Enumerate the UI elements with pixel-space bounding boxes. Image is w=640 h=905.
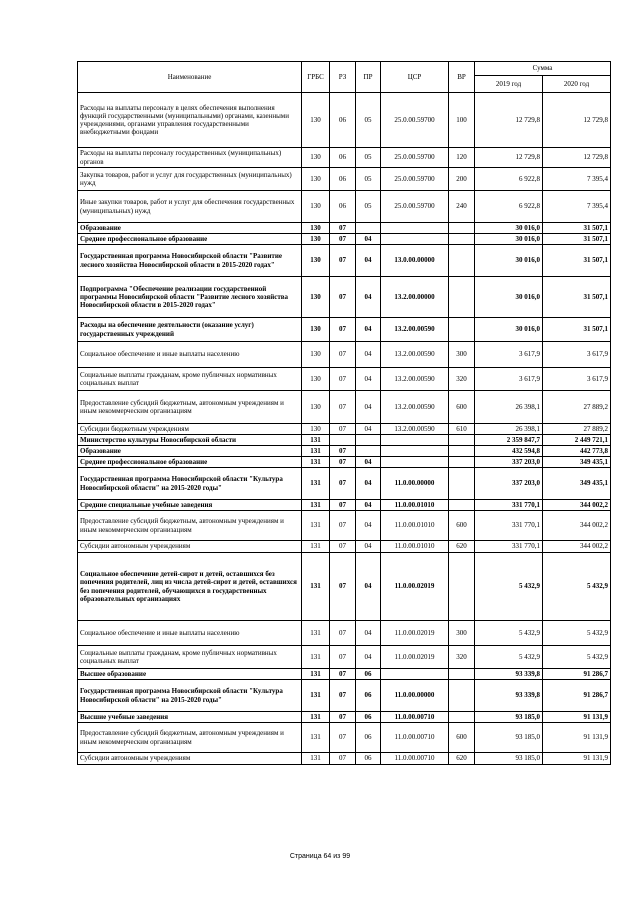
row-csr: 11.0.00.00710 bbox=[381, 753, 449, 765]
row-sum-2020: 5 432,9 bbox=[543, 621, 611, 646]
row-sum-2020: 91 131,9 bbox=[543, 753, 611, 765]
row-grbs: 131 bbox=[302, 680, 330, 712]
table-row bbox=[78, 457, 611, 468]
row-sum-2020: 31 507,1 bbox=[543, 245, 611, 277]
row-pr: 06 bbox=[356, 680, 381, 712]
row-pr: 05 bbox=[356, 148, 381, 168]
row-csr: 11.0.00.01010 bbox=[381, 511, 449, 541]
row-sum-2019: 30 016,0 bbox=[475, 277, 543, 318]
row-sum-2019: 5 432,9 bbox=[475, 621, 543, 646]
table-row bbox=[78, 435, 611, 446]
row-pr: 04 bbox=[356, 234, 381, 245]
table-row bbox=[78, 191, 611, 223]
row-csr bbox=[381, 234, 449, 245]
row-vr bbox=[449, 500, 475, 511]
row-sum-2020: 12 729,8 bbox=[543, 148, 611, 168]
row-sum-2019: 26 398,1 bbox=[475, 391, 543, 424]
row-rz: 07 bbox=[330, 712, 356, 723]
row-csr: 11.0.00.02019 bbox=[381, 553, 449, 621]
row-vr: 100 bbox=[449, 93, 475, 148]
row-rz: 07 bbox=[330, 553, 356, 621]
table-row bbox=[78, 234, 611, 245]
row-vr: 620 bbox=[449, 753, 475, 765]
row-rz: 07 bbox=[330, 621, 356, 646]
row-sum-2019: 432 594,8 bbox=[475, 446, 543, 457]
row-rz: 07 bbox=[330, 753, 356, 765]
table-row bbox=[78, 148, 611, 168]
row-grbs: 130 bbox=[302, 234, 330, 245]
table-row bbox=[78, 680, 611, 712]
row-pr: 04 bbox=[356, 424, 381, 435]
row-vr bbox=[449, 680, 475, 712]
row-vr: 320 bbox=[449, 368, 475, 391]
row-sum-2019: 26 398,1 bbox=[475, 424, 543, 435]
row-csr: 13.2.00.00590 bbox=[381, 318, 449, 342]
row-grbs: 131 bbox=[302, 723, 330, 753]
row-pr: 06 bbox=[356, 753, 381, 765]
row-rz: 07 bbox=[330, 646, 356, 669]
table-row bbox=[78, 446, 611, 457]
row-csr: 11.0.00.02019 bbox=[381, 646, 449, 669]
row-pr: 04 bbox=[356, 318, 381, 342]
row-sum-2020: 27 889,2 bbox=[543, 391, 611, 424]
row-rz: 07 bbox=[330, 669, 356, 680]
row-rz bbox=[330, 435, 356, 446]
row-sum-2020: 3 617,9 bbox=[543, 368, 611, 391]
row-pr bbox=[356, 446, 381, 457]
row-grbs: 130 bbox=[302, 391, 330, 424]
row-name: Подпрограмма "Обеспечение реализации государственной программы Новосибирской области "Развитие лесного хозяйства Новосибирской области в 2015-2020 годах" bbox=[78, 277, 302, 318]
row-grbs: 131 bbox=[302, 457, 330, 468]
row-vr: 320 bbox=[449, 646, 475, 669]
row-grbs: 130 bbox=[302, 424, 330, 435]
row-vr bbox=[449, 457, 475, 468]
row-vr bbox=[449, 669, 475, 680]
row-grbs: 130 bbox=[302, 93, 330, 148]
row-sum-2020: 349 435,1 bbox=[543, 457, 611, 468]
row-csr: 13.2.00.00590 bbox=[381, 424, 449, 435]
header-vr: ВР bbox=[449, 62, 475, 93]
row-name: Расходы на выплаты персоналу в целях обеспечения выполнения функций государственными (муниципальными) органами, казенными учреждениями, органами управления государственными внебюджетными фондами bbox=[78, 93, 302, 148]
row-rz: 07 bbox=[330, 723, 356, 753]
row-vr bbox=[449, 553, 475, 621]
row-sum-2020: 344 002,2 bbox=[543, 511, 611, 541]
row-csr: 25.0.00.59700 bbox=[381, 168, 449, 191]
row-name: Субсидии автономным учреждениям bbox=[78, 753, 302, 765]
row-grbs: 131 bbox=[302, 435, 330, 446]
row-vr: 600 bbox=[449, 511, 475, 541]
table-row bbox=[78, 277, 611, 318]
row-pr: 04 bbox=[356, 500, 381, 511]
row-sum-2019: 93 339,8 bbox=[475, 669, 543, 680]
row-grbs: 131 bbox=[302, 541, 330, 553]
row-rz: 06 bbox=[330, 191, 356, 223]
table-body bbox=[78, 93, 611, 765]
row-rz: 06 bbox=[330, 148, 356, 168]
row-vr: 120 bbox=[449, 148, 475, 168]
row-name: Расходы на выплаты персоналу государственных (муниципальных) органов bbox=[78, 148, 302, 168]
row-name: Среднее профессиональное образование bbox=[78, 457, 302, 468]
row-vr: 620 bbox=[449, 541, 475, 553]
table-row bbox=[78, 245, 611, 277]
row-sum-2019: 2 359 847,7 bbox=[475, 435, 543, 446]
row-csr: 25.0.00.59700 bbox=[381, 93, 449, 148]
row-name: Закупка товаров, работ и услуг для государственных (муниципальных) нужд bbox=[78, 168, 302, 191]
row-sum-2020: 31 507,1 bbox=[543, 277, 611, 318]
row-vr: 300 bbox=[449, 342, 475, 368]
row-rz: 07 bbox=[330, 245, 356, 277]
row-rz: 07 bbox=[330, 541, 356, 553]
row-vr bbox=[449, 435, 475, 446]
table-row bbox=[78, 646, 611, 669]
row-rz: 07 bbox=[330, 223, 356, 234]
row-name: Иные закупки товаров, работ и услуг для обеспечения государственных (муниципальных) нужд bbox=[78, 191, 302, 223]
row-name: Средние специальные учебные заведения bbox=[78, 500, 302, 511]
row-sum-2020: 12 729,8 bbox=[543, 93, 611, 148]
table-row bbox=[78, 342, 611, 368]
row-sum-2019: 93 185,0 bbox=[475, 712, 543, 723]
row-vr bbox=[449, 446, 475, 457]
row-vr: 600 bbox=[449, 723, 475, 753]
row-grbs: 130 bbox=[302, 168, 330, 191]
row-name: Государственная программа Новосибирской области "Культура Новосибирской области" на 2015-2020 годы" bbox=[78, 680, 302, 712]
table-row bbox=[78, 318, 611, 342]
table-row bbox=[78, 500, 611, 511]
row-pr: 05 bbox=[356, 93, 381, 148]
row-name: Предоставление субсидий бюджетным, автономным учреждениям и иным некоммерческим организациям bbox=[78, 391, 302, 424]
row-grbs: 131 bbox=[302, 553, 330, 621]
row-csr: 11.0.00.00710 bbox=[381, 712, 449, 723]
row-sum-2020: 91 131,9 bbox=[543, 723, 611, 753]
row-name: Министерство культуры Новосибирской области bbox=[78, 435, 302, 446]
row-pr: 04 bbox=[356, 457, 381, 468]
row-rz: 07 bbox=[330, 391, 356, 424]
header-rz: РЗ bbox=[330, 62, 356, 93]
row-sum-2020: 349 435,1 bbox=[543, 468, 611, 500]
row-sum-2019: 93 185,0 bbox=[475, 753, 543, 765]
row-pr: 04 bbox=[356, 468, 381, 500]
row-vr: 600 bbox=[449, 391, 475, 424]
row-grbs: 131 bbox=[302, 511, 330, 541]
row-grbs: 130 bbox=[302, 318, 330, 342]
row-name: Социальное обеспечение детей-сирот и детей, оставшихся без попечения родителей, лиц из числа детей-сирот и детей, оставшихся без попечения родителей, обучающихся в государственных образовательных организациях bbox=[78, 553, 302, 621]
table-row bbox=[78, 553, 611, 621]
row-pr: 04 bbox=[356, 541, 381, 553]
row-grbs: 131 bbox=[302, 621, 330, 646]
row-csr bbox=[381, 669, 449, 680]
row-sum-2020: 2 449 721,1 bbox=[543, 435, 611, 446]
row-vr bbox=[449, 318, 475, 342]
row-sum-2020: 7 395,4 bbox=[543, 168, 611, 191]
table-row bbox=[78, 223, 611, 234]
row-rz: 07 bbox=[330, 680, 356, 712]
row-sum-2020: 344 002,2 bbox=[543, 541, 611, 553]
row-csr: 13.2.00.00000 bbox=[381, 277, 449, 318]
row-csr bbox=[381, 446, 449, 457]
row-sum-2020: 31 507,1 bbox=[543, 223, 611, 234]
row-sum-2020: 5 432,9 bbox=[543, 646, 611, 669]
row-name: Среднее профессиональное образование bbox=[78, 234, 302, 245]
header-sum: Сумма bbox=[475, 62, 611, 76]
row-rz: 07 bbox=[330, 368, 356, 391]
row-rz: 07 bbox=[330, 500, 356, 511]
row-grbs: 130 bbox=[302, 223, 330, 234]
row-sum-2019: 3 617,9 bbox=[475, 368, 543, 391]
row-pr: 04 bbox=[356, 646, 381, 669]
header-csr: ЦСР bbox=[381, 62, 449, 93]
row-name: Социальное обеспечение и иные выплаты населению bbox=[78, 342, 302, 368]
row-sum-2019: 12 729,8 bbox=[475, 93, 543, 148]
table-row bbox=[78, 712, 611, 723]
row-grbs: 131 bbox=[302, 712, 330, 723]
row-rz: 07 bbox=[330, 457, 356, 468]
row-name: Субсидии автономным учреждениям bbox=[78, 541, 302, 553]
table-row bbox=[78, 168, 611, 191]
row-sum-2019: 337 203,0 bbox=[475, 468, 543, 500]
header-pr: ПР bbox=[356, 62, 381, 93]
row-sum-2019: 30 016,0 bbox=[475, 245, 543, 277]
row-csr: 11.0.00.01010 bbox=[381, 541, 449, 553]
row-sum-2020: 7 395,4 bbox=[543, 191, 611, 223]
row-rz: 07 bbox=[330, 468, 356, 500]
row-sum-2019: 331 770,1 bbox=[475, 541, 543, 553]
row-grbs: 131 bbox=[302, 468, 330, 500]
row-sum-2020: 31 507,1 bbox=[543, 234, 611, 245]
row-sum-2020: 31 507,1 bbox=[543, 318, 611, 342]
row-pr: 04 bbox=[356, 391, 381, 424]
table-row bbox=[78, 669, 611, 680]
row-name: Социальные выплаты гражданам, кроме публичных нормативных социальных выплат bbox=[78, 368, 302, 391]
row-grbs: 131 bbox=[302, 646, 330, 669]
row-name: Расходы на обеспечение деятельности (оказание услуг) государственных учреждений bbox=[78, 318, 302, 342]
row-csr: 11.0.00.00000 bbox=[381, 468, 449, 500]
row-csr bbox=[381, 457, 449, 468]
row-grbs: 130 bbox=[302, 368, 330, 391]
row-sum-2019: 3 617,9 bbox=[475, 342, 543, 368]
row-sum-2019: 30 016,0 bbox=[475, 234, 543, 245]
row-rz: 07 bbox=[330, 234, 356, 245]
row-name: Образование bbox=[78, 446, 302, 457]
row-csr: 13.0.00.00000 bbox=[381, 245, 449, 277]
row-vr bbox=[449, 712, 475, 723]
row-sum-2019: 30 016,0 bbox=[475, 223, 543, 234]
row-grbs: 131 bbox=[302, 446, 330, 457]
header-grbs: ГРБС bbox=[302, 62, 330, 93]
row-csr: 13.2.00.00590 bbox=[381, 391, 449, 424]
page-footer: Страница 64 из 99 bbox=[289, 853, 351, 860]
row-pr: 04 bbox=[356, 511, 381, 541]
table-row bbox=[78, 621, 611, 646]
row-sum-2019: 6 922,8 bbox=[475, 168, 543, 191]
row-grbs: 130 bbox=[302, 342, 330, 368]
row-rz: 06 bbox=[330, 168, 356, 191]
row-grbs: 130 bbox=[302, 245, 330, 277]
header-2019: 2019 год bbox=[475, 76, 543, 93]
row-sum-2019: 5 432,9 bbox=[475, 646, 543, 669]
budget-table bbox=[77, 61, 611, 765]
row-sum-2020: 91 286,7 bbox=[543, 680, 611, 712]
row-name: Субсидии бюджетным учреждениям bbox=[78, 424, 302, 435]
row-rz: 07 bbox=[330, 277, 356, 318]
row-grbs: 131 bbox=[302, 753, 330, 765]
row-vr: 300 bbox=[449, 621, 475, 646]
row-pr: 04 bbox=[356, 553, 381, 621]
row-sum-2019: 337 203,0 bbox=[475, 457, 543, 468]
row-sum-2019: 12 729,8 bbox=[475, 148, 543, 168]
row-sum-2019: 331 770,1 bbox=[475, 500, 543, 511]
row-pr: 06 bbox=[356, 712, 381, 723]
row-sum-2020: 27 889,2 bbox=[543, 424, 611, 435]
row-rz: 07 bbox=[330, 424, 356, 435]
row-rz: 07 bbox=[330, 342, 356, 368]
row-vr bbox=[449, 277, 475, 318]
row-name: Государственная программа Новосибирской области "Культура Новосибирской области" на 2015-2020 годы" bbox=[78, 468, 302, 500]
row-grbs: 130 bbox=[302, 148, 330, 168]
table-row bbox=[78, 753, 611, 765]
row-pr: 05 bbox=[356, 191, 381, 223]
row-name: Социальные выплаты гражданам, кроме публичных нормативных социальных выплат bbox=[78, 646, 302, 669]
row-sum-2020: 344 002,2 bbox=[543, 500, 611, 511]
row-vr bbox=[449, 245, 475, 277]
header-name: Наименование bbox=[78, 62, 302, 93]
row-csr: 25.0.00.59700 bbox=[381, 148, 449, 168]
table-row bbox=[78, 468, 611, 500]
row-vr bbox=[449, 468, 475, 500]
row-sum-2020: 91 286,7 bbox=[543, 669, 611, 680]
row-sum-2019: 6 922,8 bbox=[475, 191, 543, 223]
row-name: Высшее образование bbox=[78, 669, 302, 680]
row-sum-2019: 331 770,1 bbox=[475, 511, 543, 541]
row-grbs: 131 bbox=[302, 669, 330, 680]
row-rz: 07 bbox=[330, 511, 356, 541]
row-vr: 610 bbox=[449, 424, 475, 435]
row-name: Государственная программа Новосибирской области "Развитие лесного хозяйства Новосибирской области в 2015-2020 годах" bbox=[78, 245, 302, 277]
table-row bbox=[78, 723, 611, 753]
row-sum-2019: 30 016,0 bbox=[475, 318, 543, 342]
row-sum-2019: 93 185,0 bbox=[475, 723, 543, 753]
row-grbs: 130 bbox=[302, 277, 330, 318]
table-row bbox=[78, 541, 611, 553]
row-csr: 11.0.00.00000 bbox=[381, 680, 449, 712]
row-pr bbox=[356, 223, 381, 234]
row-csr bbox=[381, 223, 449, 234]
row-name: Образование bbox=[78, 223, 302, 234]
row-grbs: 130 bbox=[302, 191, 330, 223]
row-vr: 200 bbox=[449, 168, 475, 191]
row-grbs: 131 bbox=[302, 500, 330, 511]
row-sum-2019: 93 339,8 bbox=[475, 680, 543, 712]
row-vr bbox=[449, 234, 475, 245]
row-csr: 25.0.00.59700 bbox=[381, 191, 449, 223]
row-rz: 06 bbox=[330, 93, 356, 148]
table-row bbox=[78, 424, 611, 435]
row-pr: 04 bbox=[356, 621, 381, 646]
row-pr: 06 bbox=[356, 669, 381, 680]
row-pr: 04 bbox=[356, 342, 381, 368]
row-sum-2020: 442 773,8 bbox=[543, 446, 611, 457]
row-name: Предоставление субсидий бюджетным, автономным учреждениям и иным некоммерческим организациям bbox=[78, 511, 302, 541]
row-name: Социальное обеспечение и иные выплаты населению bbox=[78, 621, 302, 646]
row-rz: 07 bbox=[330, 318, 356, 342]
row-csr: 11.0.00.00710 bbox=[381, 723, 449, 753]
header-2020: 2020 год bbox=[543, 76, 611, 93]
row-csr bbox=[381, 435, 449, 446]
row-csr: 11.0.00.02019 bbox=[381, 621, 449, 646]
row-csr: 13.2.00.00590 bbox=[381, 368, 449, 391]
row-pr bbox=[356, 435, 381, 446]
row-name: Предоставление субсидий бюджетным, автономным учреждениям и иным некоммерческим организациям bbox=[78, 723, 302, 753]
row-sum-2020: 5 432,9 bbox=[543, 553, 611, 621]
row-csr: 11.0.00.01010 bbox=[381, 500, 449, 511]
row-pr: 05 bbox=[356, 168, 381, 191]
row-pr: 04 bbox=[356, 368, 381, 391]
row-pr: 06 bbox=[356, 723, 381, 753]
row-name: Высшие учебные заведения bbox=[78, 712, 302, 723]
table-row bbox=[78, 511, 611, 541]
row-pr: 04 bbox=[356, 245, 381, 277]
table-row bbox=[78, 391, 611, 424]
row-sum-2020: 91 131,9 bbox=[543, 712, 611, 723]
row-vr: 240 bbox=[449, 191, 475, 223]
row-sum-2020: 3 617,9 bbox=[543, 342, 611, 368]
row-csr: 13.2.00.00590 bbox=[381, 342, 449, 368]
table-row bbox=[78, 368, 611, 391]
row-sum-2019: 5 432,9 bbox=[475, 553, 543, 621]
row-rz: 07 bbox=[330, 446, 356, 457]
table-row bbox=[78, 93, 611, 148]
row-vr bbox=[449, 223, 475, 234]
row-pr: 04 bbox=[356, 277, 381, 318]
